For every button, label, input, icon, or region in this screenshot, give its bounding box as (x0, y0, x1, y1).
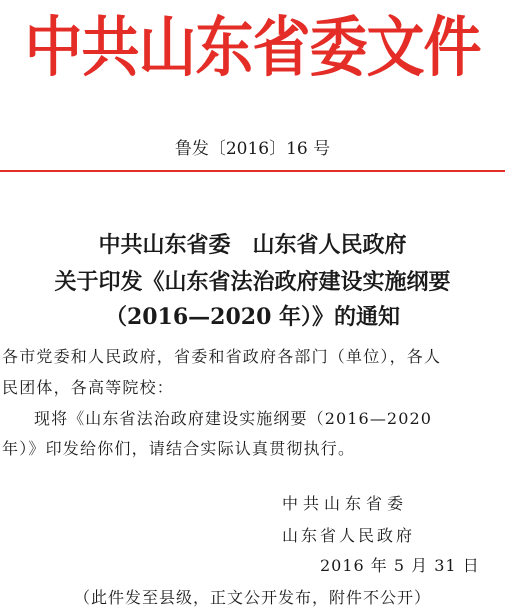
document-number: 鲁发〔2016〕16 号 (174, 139, 331, 159)
addressee-line-1: 各市党委和人民政府，省委和省政府各部门（单位），各人 (2, 347, 442, 366)
issuer-party-committee: 中共山东省委 (282, 494, 409, 513)
addressee-line-2: 民团体，各高等院校： (2, 378, 175, 397)
body-text-line-1: 现将《山东省法治政府建设实施纲要（2016—2020 (34, 409, 433, 428)
issue-date: 2016 年 5 月 31 日 (320, 556, 480, 575)
distribution-note: （此件发至县级，正文公开发布，附件不公开） (73, 588, 431, 607)
document-title-line-2: 关于印发《山东省法治政府建设实施纲要 (54, 269, 451, 295)
body-text-line-2: 年）》印发给你们，请结合实际认真贯彻执行。 (2, 439, 356, 458)
document-masthead: 中共山东省委文件 (24, 9, 481, 86)
red-divider-line (0, 170, 505, 172)
document-title-line-3: （2016—2020 年）》的通知 (104, 304, 401, 330)
document-title-line-1: 中共山东省委 山东省人民政府 (98, 232, 407, 258)
issuer-provincial-government: 山东省人民政府 (282, 526, 416, 545)
